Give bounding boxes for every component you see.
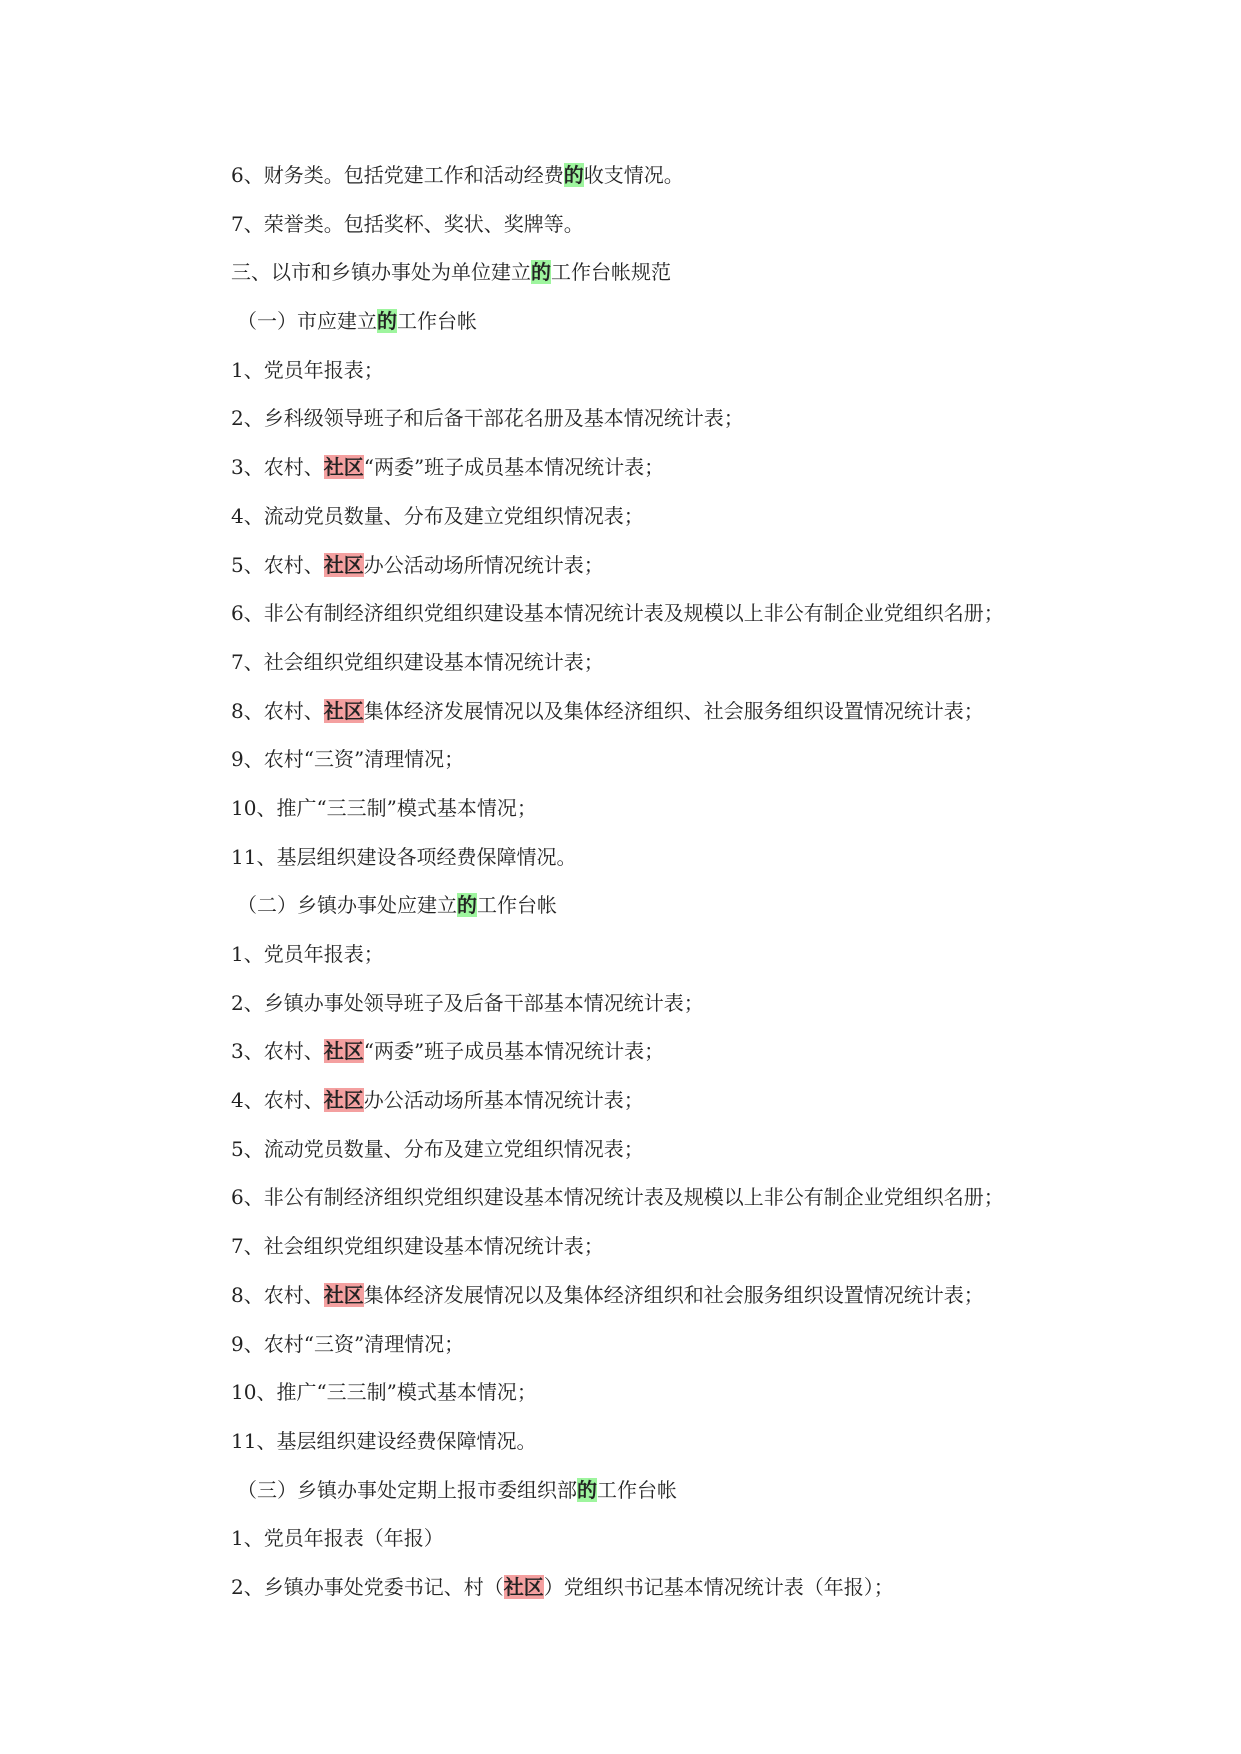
document-line	[231, 200, 1071, 249]
document-line	[231, 1417, 1071, 1466]
document-line	[231, 1271, 1071, 1320]
document-line	[231, 1466, 1071, 1515]
document-line	[231, 1368, 1071, 1417]
document-line	[231, 1076, 1071, 1125]
document-line	[231, 979, 1071, 1028]
line-text: 集体经济发展情况以及集体经济组织、社会服务组织设置情况统计表；	[363, 698, 984, 723]
document-line	[231, 151, 1071, 200]
line-text: 三、以市和乡镇办事处为单位建立	[231, 260, 531, 285]
line-text: 1、党员年报表；	[231, 357, 384, 382]
highlight-green: 的	[457, 893, 477, 918]
line-text: 5、流动党员数量、分布及建立党组织情况表；	[231, 1136, 644, 1161]
line-text: （一）市应建立	[237, 309, 377, 334]
document-line	[231, 1514, 1071, 1563]
document-line	[231, 1125, 1071, 1174]
line-text: 收支情况。	[583, 163, 684, 187]
highlight-green: 的	[531, 260, 551, 285]
document-line	[231, 784, 1071, 833]
line-text: 5、农村、	[231, 552, 324, 577]
line-text: 11、基层组织建设各项经费保障情况。	[231, 844, 577, 869]
line-text: 10、推广“三三制”模式基本情况；	[231, 795, 537, 820]
document-line	[231, 1563, 1071, 1612]
document-line	[231, 735, 1071, 784]
document-line	[231, 248, 1071, 297]
line-text: 4、流动党员数量、分布及建立党组织情况表；	[231, 503, 644, 528]
highlight-green: 的	[563, 163, 584, 187]
highlight-red: 社区	[323, 455, 364, 480]
line-text: ）党组织书记基本情况统计表（年报）；	[543, 1574, 894, 1599]
line-text: 集体经济发展情况以及集体经济组织和社会服务组织设置情况统计表；	[363, 1282, 984, 1307]
line-text: 10、推广“三三制”模式基本情况；	[231, 1380, 537, 1405]
document-line	[231, 1222, 1071, 1271]
line-text: 工作台帐	[477, 893, 557, 918]
document-line	[231, 881, 1071, 930]
line-text: 2、乡镇办事处领导班子及后备干部基本情况统计表；	[231, 990, 704, 1015]
document-line	[231, 297, 1071, 346]
document-line	[231, 930, 1071, 979]
document-line	[231, 492, 1071, 541]
highlight-red: 社区	[323, 1282, 364, 1307]
highlight-red: 社区	[323, 1039, 364, 1064]
line-text: 办公活动场所基本情况统计表；	[363, 1088, 644, 1113]
document-line	[231, 1027, 1071, 1076]
document-line	[231, 541, 1071, 590]
line-text: 9、农村“三资”清理情况；	[231, 747, 465, 772]
line-text: 办公活动场所情况统计表；	[363, 552, 604, 577]
line-text: 6、财务类。包括党建工作和活动经费	[231, 163, 564, 187]
line-text: 工作台帐	[597, 1477, 677, 1502]
document-line	[231, 394, 1071, 443]
line-text: “两委”班子成员基本情况统计表；	[363, 1039, 665, 1064]
document-body	[231, 151, 1071, 1612]
highlight-green: 的	[377, 309, 397, 334]
highlight-red: 社区	[323, 698, 364, 723]
highlight-green: 的	[577, 1477, 597, 1502]
document-line	[231, 443, 1071, 492]
line-text: 2、乡科级领导班子和后备干部花名册及基本情况统计表；	[231, 406, 744, 431]
document-line	[231, 1173, 1071, 1222]
line-text: 工作台帐	[397, 309, 477, 334]
line-text: 7、社会组织党组织建设基本情况统计表；	[231, 1234, 604, 1259]
document-line	[231, 346, 1071, 395]
line-text: 8、农村、	[231, 1282, 324, 1307]
document-line	[231, 833, 1071, 882]
line-text: 工作台帐规范	[551, 260, 671, 285]
line-text: 8、农村、	[231, 698, 324, 723]
line-text: 6、非公有制经济组织党组织建设基本情况统计表及规模以上非公有制企业党组织名册；	[231, 601, 1004, 626]
line-text: （二）乡镇办事处应建立	[237, 893, 457, 918]
highlight-red: 社区	[503, 1574, 544, 1599]
line-text: 2、乡镇办事处党委书记、村（	[231, 1574, 504, 1599]
document-line	[231, 589, 1071, 638]
line-text: “两委”班子成员基本情况统计表；	[363, 455, 665, 480]
line-text: 1、党员年报表（年报）	[231, 1526, 444, 1551]
line-text: 3、农村、	[231, 455, 324, 480]
line-text: 3、农村、	[231, 1039, 324, 1064]
highlight-red: 社区	[323, 552, 364, 577]
line-text: 7、荣誉类。包括奖杯、奖状、奖牌等。	[231, 211, 584, 236]
line-text: 4、农村、	[231, 1088, 324, 1113]
line-text: （三）乡镇办事处定期上报市委组织部	[237, 1477, 577, 1502]
line-text: 7、社会组织党组织建设基本情况统计表；	[231, 649, 604, 674]
line-text: 9、农村“三资”清理情况；	[231, 1331, 465, 1356]
document-line	[231, 638, 1071, 687]
document-line	[231, 687, 1071, 736]
line-text: 11、基层组织建设经费保障情况。	[231, 1428, 537, 1453]
line-text: 1、党员年报表；	[231, 942, 384, 966]
line-text: 6、非公有制经济组织党组织建设基本情况统计表及规模以上非公有制企业党组织名册；	[231, 1185, 1004, 1210]
document-line	[231, 1320, 1071, 1369]
highlight-red: 社区	[323, 1088, 364, 1113]
